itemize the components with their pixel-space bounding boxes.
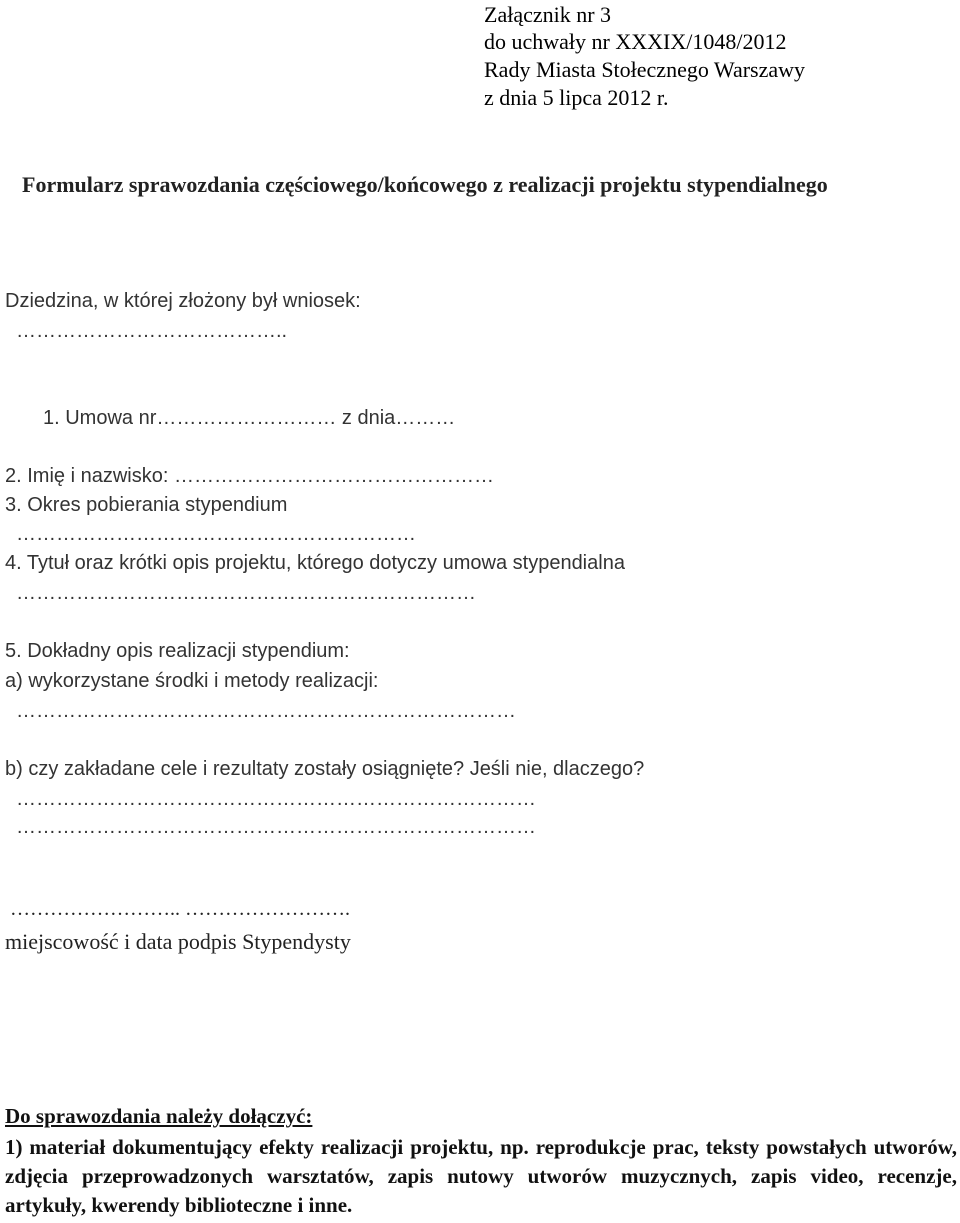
- scholarship-period-field[interactable]: ……………………………………………………: [16, 523, 416, 545]
- scholarship-period-label: 3. Okres pobierania stypendium: [5, 494, 288, 516]
- domain-label: Dziedzina, w której złożony był wniosek:: [5, 290, 361, 312]
- name-field[interactable]: 2. Imię i nazwisko: …………………………………………: [5, 465, 494, 487]
- goals-achieved-label: b) czy zakładane cele i rezultaty zostały osiągnięte? Jeśli nie, dlaczego?: [5, 758, 645, 780]
- signature-field[interactable]: …………………….. …………………….: [10, 898, 350, 920]
- methods-field[interactable]: …………………………………………………………………: [16, 700, 516, 722]
- project-title-field[interactable]: ……………………………………………………………: [16, 582, 476, 604]
- city-council-name: Rady Miasta Stołecznego Warszawy: [484, 57, 806, 82]
- project-title-label: 4. Tytuł oraz krótki opis projektu, którego dotyczy umowa stypendialna: [5, 552, 625, 574]
- goals-achieved-field-2[interactable]: ……………………………………………………………………: [16, 816, 536, 838]
- domain-field[interactable]: …………………………………..: [16, 320, 288, 342]
- contract-number-field[interactable]: 1. Umowa nr……………………… z dnia………: [43, 407, 456, 429]
- resolution-date: z dnia 5 lipca 2012 r.: [484, 85, 669, 110]
- methods-label: a) wykorzystane środki i metody realizacji:: [5, 670, 379, 692]
- resolution-number: do uchwały nr XXXIX/1048/2012: [484, 29, 787, 54]
- form-title: Formularz sprawozdania częściowego/końcowego z realizacji projektu stypendialnego: [22, 172, 828, 197]
- annex-number: Załącznik nr 3: [484, 2, 612, 27]
- attachments-list-item: 1) materiał dokumentujący efekty realizacji projektu, np. reprodukcje prac, teksty powstałych utworów, zdjęcia przeprowadzonych warsztatów, zapis nutowy utworów muzycznych, zapis video, recenzje, artykuły, kwerendy biblioteczne i inne.: [5, 1135, 957, 1217]
- signature-label: miejscowość i data podpis Stypendysty: [5, 929, 351, 954]
- realization-description-label: 5. Dokładny opis realizacji stypendium:: [5, 640, 350, 662]
- attachments-heading: Do sprawozdania należy dołączyć:: [5, 1104, 313, 1128]
- goals-achieved-field-1[interactable]: ……………………………………………………………………: [16, 788, 536, 810]
